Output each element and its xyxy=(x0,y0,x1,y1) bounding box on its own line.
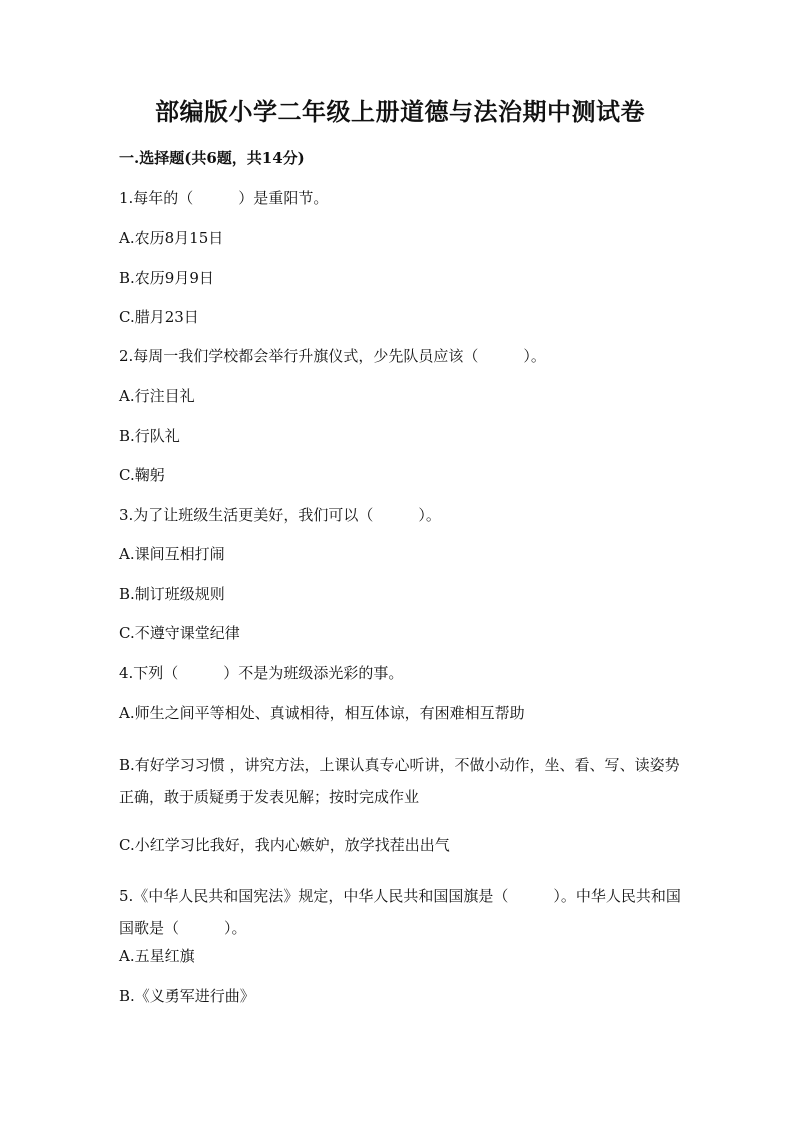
question-4-option-b: B.有好学习习惯 ，讲究方法，上课认真专心听讲，不做小动作，坐、看、写、读姿势正确，敢于质疑勇于发表见解；按时完成作业 xyxy=(119,756,680,806)
page-title: 部编版小学二年级上册道德与法治期中测试卷 xyxy=(155,97,645,126)
question-3-stem: 3.为了让班级生活更美好，我们可以（ ）。 xyxy=(119,506,441,524)
question-2-stem: 2.每周一我们学校都会举行升旗仪式，少先队员应该（ ）。 xyxy=(119,347,546,365)
question-1-option-b: B.农历9月9日 xyxy=(119,269,214,287)
question-5-option-b: B.《义勇军进行曲》 xyxy=(119,987,255,1005)
question-2-option-c: C.鞠躬 xyxy=(119,466,165,484)
question-1-option-a: A.农历8月15日 xyxy=(119,229,224,247)
question-5-option-a: A.五星红旗 xyxy=(119,947,195,965)
question-4-option-a: A.师生之间平等相处、真诚相待，相互体谅，有困难相互帮助 xyxy=(119,704,525,722)
question-3-option-c: C.不遵守课堂纪律 xyxy=(119,624,240,642)
question-3-option-a: A.课间互相打闹 xyxy=(119,545,225,563)
section-heading: 一.选择题(共6题，共14分) xyxy=(119,149,305,167)
question-4-stem: 4.下列（ ）不是为班级添光彩的事。 xyxy=(119,664,404,682)
question-2-option-a: A.行注目礼 xyxy=(119,387,195,405)
question-3-option-b: B.制订班级规则 xyxy=(119,585,225,603)
question-5-stem: 5.《中华人民共和国宪法》规定，中华人民共和国国旗是（ ）。中华人民共和国国歌是（ ）。 xyxy=(119,887,681,937)
question-4-option-c: C.小红学习比我好，我内心嫉妒，放学找茬出出气 xyxy=(119,836,450,854)
question-1-option-c: C.腊月23日 xyxy=(119,308,199,326)
question-1-stem: 1.每年的（ ）是重阳节。 xyxy=(119,189,329,207)
question-2-option-b: B.行队礼 xyxy=(119,427,180,445)
